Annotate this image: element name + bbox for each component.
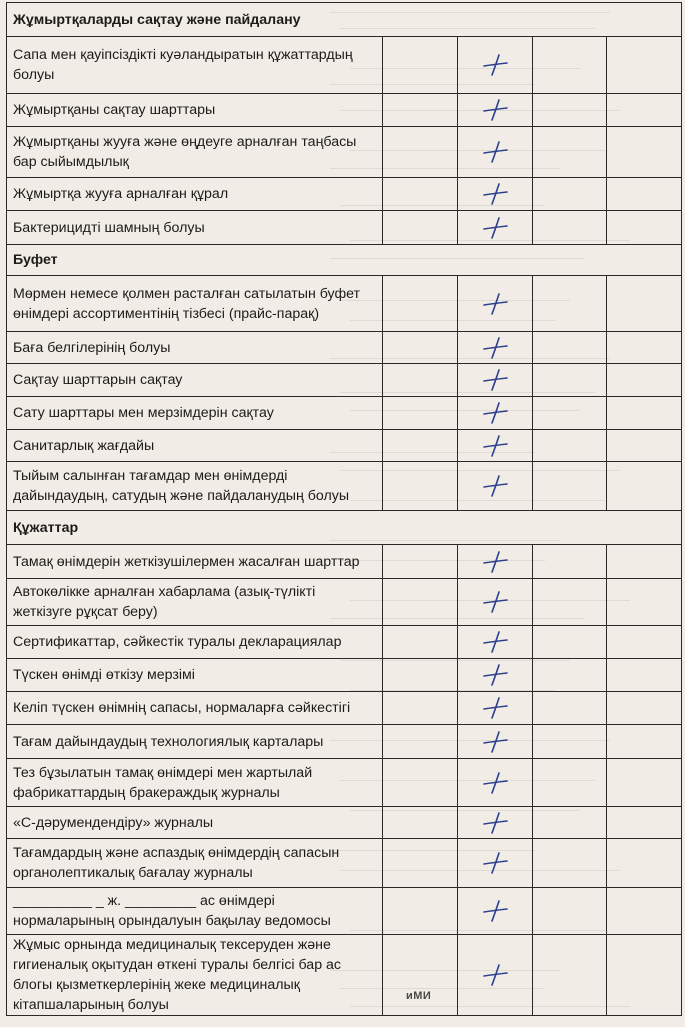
non-compliance-cell [532,276,607,332]
non-compliance-cell [532,37,607,94]
handwritten-plus-check-icon [480,474,510,498]
inspection-checklist-table [6,2,682,1016]
compliance-cell [383,430,458,462]
mark-cell [457,364,532,397]
mark-cell [457,332,532,364]
stamp-mark: ᴎМИ [406,990,432,1002]
criterion-text: Сертификаттар, сәйкестік туралы декларациялар [7,626,383,659]
handwritten-plus-check-icon [480,216,510,240]
notes-cell [607,211,682,245]
mark-cell [457,211,532,245]
table-row [7,626,682,659]
handwritten-plus-check-icon [480,336,510,360]
criterion-text: Келіп түскен өнімнің сапасы, нормаларға сәйкестігі [7,692,383,725]
mark-cell [457,94,532,127]
compliance-cell [383,178,458,211]
non-compliance-cell [532,579,607,626]
handwritten-plus-check-icon [480,590,510,614]
compliance-cell [383,935,458,1016]
mark-cell [457,888,532,935]
table-row [7,579,682,626]
table-row [7,94,682,127]
compliance-cell [383,545,458,579]
criterion-text: Жұмыс орнында медициналық тексеруден және гигиеналық оқытудан өткені туралы белгісі бар ас блогы қызметкерлерінің жеке медициналық кітапшаларының болуы [7,935,383,1016]
handwritten-plus-check-icon [480,663,510,687]
non-compliance-cell [532,545,607,579]
handwritten-plus-check-icon [480,368,510,392]
criterion-text: Сапа мен қауіпсіздікті куәландыратын құжаттардың болуы [7,37,383,94]
non-compliance-cell [532,839,607,888]
table-row [7,397,682,430]
criterion-text: Санитарлық жағдайы [7,430,383,462]
compliance-cell [383,94,458,127]
non-compliance-cell [532,935,607,1016]
handwritten-plus-check-icon [480,696,510,720]
table-row [7,430,682,462]
non-compliance-cell [532,888,607,935]
handwritten-plus-check-icon [480,53,510,77]
criterion-text: Автокөлікке арналған хабарлама (азық-түлікті жеткізуге рұқсат беру) [7,579,383,626]
handwritten-plus-check-icon [480,434,510,458]
compliance-cell [383,579,458,626]
compliance-cell [383,888,458,935]
handwritten-plus-check-icon [480,963,510,987]
mark-cell [457,276,532,332]
handwritten-plus-check-icon [480,811,510,835]
section-header-blank [383,511,682,545]
compliance-cell [383,725,458,759]
criterion-text: Жұмыртқаны жууға және өңдеуге арналған таңбасы бар сыйымдылық [7,127,383,178]
non-compliance-cell [532,364,607,397]
non-compliance-cell [532,626,607,659]
notes-cell [607,37,682,94]
mark-cell [457,545,532,579]
criterion-text: Сату шарттары мен мерзімдерін сақтау [7,397,383,430]
notes-cell [607,935,682,1016]
notes-cell [607,127,682,178]
mark-cell [457,397,532,430]
mark-cell [457,935,532,1016]
section-header-row [7,3,682,37]
non-compliance-cell [532,94,607,127]
notes-cell [607,332,682,364]
section-header-blank [383,3,682,37]
handwritten-plus-check-icon [480,851,510,875]
notes-cell [607,276,682,332]
table-row [7,725,682,759]
non-compliance-cell [532,430,607,462]
handwritten-plus-check-icon [480,401,510,425]
compliance-cell [383,211,458,245]
section-title: Құжаттар [7,511,383,545]
notes-cell [607,430,682,462]
notes-cell [607,888,682,935]
handwritten-plus-check-icon [480,140,510,164]
compliance-cell [383,364,458,397]
table-row [7,935,682,1016]
table-row [7,692,682,725]
table-row [7,462,682,511]
criterion-text: Сақтау шарттарын сақтау [7,364,383,397]
criterion-text: Мөрмен немесе қолмен расталған сатылатын буфет өнімдері ассортиментінің тізбесі (прайс-парақ) [7,276,383,332]
notes-cell [607,579,682,626]
table-row [7,178,682,211]
criterion-text: Баға белгілерінің болуы [7,332,383,364]
notes-cell [607,725,682,759]
table-row [7,211,682,245]
criterion-text: Түскен өнімді өткізу мерзімі [7,659,383,692]
mark-cell [457,127,532,178]
notes-cell [607,94,682,127]
handwritten-plus-check-icon [480,771,510,795]
criterion-text: Тағам дайындаудың технологиялық карталары [7,725,383,759]
non-compliance-cell [532,211,607,245]
non-compliance-cell [532,725,607,759]
criterion-text: «С-дәрумендендіру» журналы [7,807,383,839]
handwritten-plus-check-icon [480,630,510,654]
section-header-blank [383,245,682,276]
notes-cell [607,839,682,888]
non-compliance-cell [532,759,607,807]
compliance-cell [383,37,458,94]
mark-cell [457,759,532,807]
section-header-row [7,511,682,545]
table-row [7,759,682,807]
compliance-cell [383,626,458,659]
criterion-text: __________ _ ж. _________ ас өнімдері нормаларының орындалуын бақылау ведомосы [7,888,383,935]
handwritten-plus-check-icon [480,730,510,754]
compliance-cell [383,397,458,430]
non-compliance-cell [532,462,607,511]
non-compliance-cell [532,659,607,692]
notes-cell [607,462,682,511]
mark-cell [457,462,532,511]
table-row [7,659,682,692]
notes-cell [607,178,682,211]
table-row [7,332,682,364]
criterion-text: Жұмыртқа жууға арналған құрал [7,178,383,211]
table-row [7,888,682,935]
non-compliance-cell [532,127,607,178]
compliance-cell [383,807,458,839]
non-compliance-cell [532,178,607,211]
handwritten-plus-check-icon [480,292,510,316]
mark-cell [457,37,532,94]
mark-cell [457,579,532,626]
criterion-text: Бактерицидті шамның болуы [7,211,383,245]
mark-cell [457,839,532,888]
compliance-cell [383,839,458,888]
criterion-text: Тағамдардың және аспаздық өнімдердің сапасын органолептикалық бағалау журналы [7,839,383,888]
table-row [7,807,682,839]
notes-cell [607,397,682,430]
compliance-cell [383,759,458,807]
non-compliance-cell [532,807,607,839]
compliance-cell [383,276,458,332]
notes-cell [607,364,682,397]
compliance-cell [383,692,458,725]
mark-cell [457,430,532,462]
mark-cell [457,692,532,725]
handwritten-plus-check-icon [480,98,510,122]
non-compliance-cell [532,332,607,364]
notes-cell [607,807,682,839]
mark-cell [457,626,532,659]
notes-cell [607,759,682,807]
table-row [7,37,682,94]
section-header-row [7,245,682,276]
notes-cell [607,692,682,725]
section-title: Буфет [7,245,383,276]
compliance-cell [383,332,458,364]
table-row [7,545,682,579]
table-row [7,276,682,332]
compliance-cell [383,659,458,692]
section-title: Жұмыртқаларды сақтау және пайдалану [7,3,383,37]
notes-cell [607,659,682,692]
notes-cell [607,626,682,659]
mark-cell [457,807,532,839]
criterion-text: Тыйым салынған тағамдар мен өнімдерді дайындаудың, сатудың және пайдаланудың болуы [7,462,383,511]
handwritten-plus-check-icon [480,899,510,923]
criterion-text: Тез бұзылатын тамақ өнімдері мен жартылай фабрикаттардың бракераждық журналы [7,759,383,807]
criterion-text: Жұмыртқаны сақтау шарттары [7,94,383,127]
handwritten-plus-check-icon [480,182,510,206]
criterion-text: Тамақ өнімдерін жеткізушілермен жасалған шарттар [7,545,383,579]
table-row [7,839,682,888]
non-compliance-cell [532,397,607,430]
mark-cell [457,725,532,759]
mark-cell [457,178,532,211]
non-compliance-cell [532,692,607,725]
compliance-cell [383,127,458,178]
mark-cell [457,659,532,692]
table-row [7,364,682,397]
handwritten-plus-check-icon [480,550,510,574]
notes-cell [607,545,682,579]
table-row [7,127,682,178]
compliance-cell [383,462,458,511]
